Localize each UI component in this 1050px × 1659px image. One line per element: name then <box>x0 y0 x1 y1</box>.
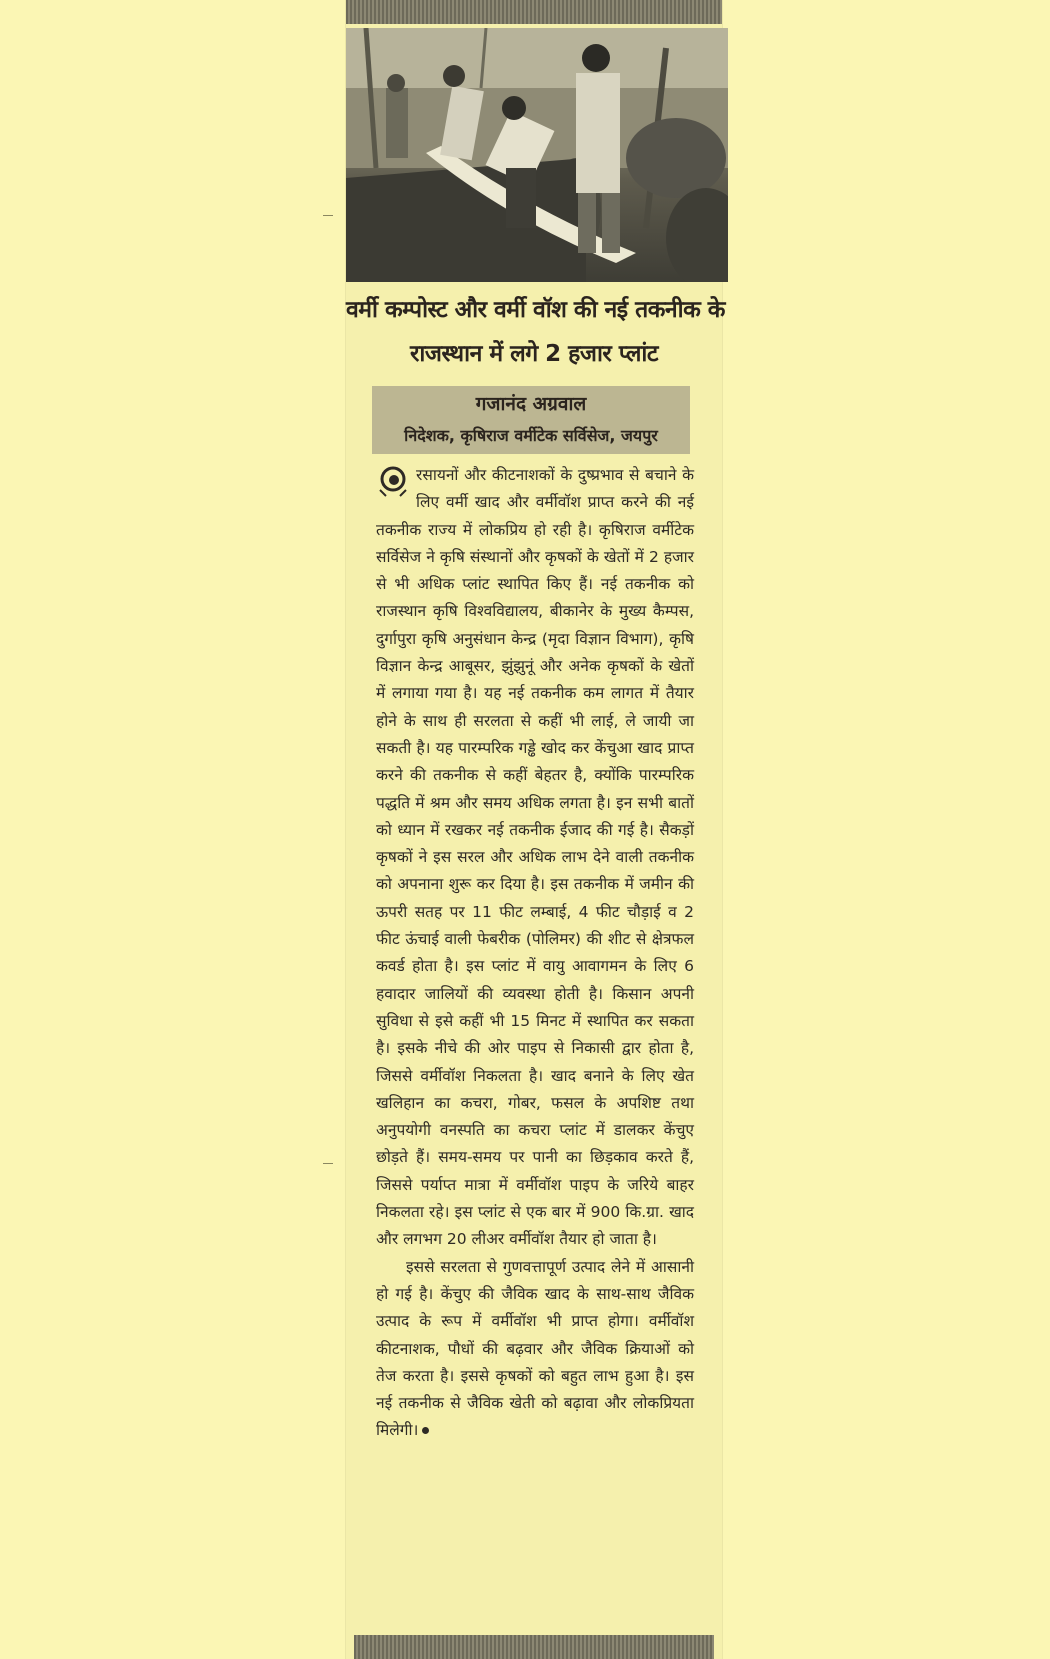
article-paragraph-1: रसायनों और कीटनाशकों के दुष्प्रभाव से बचाने के लिए वर्मी खाद और वर्मीवॉश प्राप्त करने की नई तकनीक राज्य में लोकप्रिय हो रही है। कृषिराज वर्मीटेक सर्विसेज ने कृषि संस्थानों और कृषकों के खेतों में 2 हजार से भी अधिक प्लांट स्थापित किए हैं। नई तकनीक को राजस्थान कृषि विश्वविद्यालय, बीकानेर के मुख्य कैम्पस, दुर्गापुरा कृषि अनुसंधान केन्द्र (मृदा विज्ञान विभाग), कृषि विज्ञान केन्द्र आबूसर, झुंझुनूं और अनेक कृषकों के खेतों में लगाया गया है। यह नई तकनीक कम लागत में तैयार होने के साथ ही सरलता से कहीं भी लाई, ले जायी जा सकती है। यह पारम्परिक गड्ढे खोद कर केंचुआ खाद प्राप्त करने की तकनीक से कहीं बेहतर है, क्योंकि पारम्परिक पद्धति में श्रम और समय अधिक लगता है। इन सभी बातों को ध्यान में रखकर नई तकनीक ईजाद की गई है। सैकड़ों कृषकों ने इस सरल और अधिक लाभ देने वाली तकनीक को अपनाना शुरू कर दिया है। इस तकनीक में जमीन की ऊपरी सतह पर 11 फीट लम्बाई, 4 फीट चौड़ाई व 2 फीट ऊंचाई वाली फेबरीक (पोलिमर) की शीट से क्षेत्रफल कवर्ड होता है। इस प्लांट में वायु आवागमन के लिए 6 हवादार जालियों की व्यवस्था होती है। किसान अपनी सुविधा से इसे कहीं भी 15 मिनट में स्थापित कर सकता है। इसके नीचे की ओर पाइप से निकासी द्वार होता है, जिससे वर्मीवॉश निकलता है। खाद बनाने के लिए खेत खलिहान का कचरा, गोबर, फसल के अपशिष्ट तथा अनुपयोगी वनस्पति का कचरा प्लांट में डालकर केंचुए छोड़ते हैं। समय-समय पर पानी का छिड़काव करते हैं, जिससे पर्याप्त मात्रा में वर्मीवॉश पाइप के जरिये बाहर निकलता रहे। इस प्लांट से एक बार में 900 कि.ग्रा. खाद और लगभग 20 लीअर वर्मीवॉश तैयार हो जाता है। <box>376 466 694 1249</box>
newspaper-clipping <box>346 0 725 1659</box>
bottom-print-band <box>354 1635 714 1659</box>
headline <box>346 292 725 368</box>
fold-mark-top <box>323 215 333 216</box>
byline-box <box>372 386 690 454</box>
field-workers-photo <box>346 28 728 282</box>
article-paragraph-2: इससे सरलता से गुणवत्तापूर्ण उत्पाद लेने में आसानी हो गई है। केंचुए की जैविक खाद के साथ-साथ जैविक उत्पाद के रूप में वर्मीवॉश भी प्राप्त होगा। वर्मीवॉश कीटनाशक, पौधों की बढ़वार और जैविक क्रियाओं को तेज करता है। इससे कृषकों को बहुत लाभ हुआ है। इस नई तकनीक से जैविक खेती को बढ़ावा और लोकप्रियता मिलेगी। <box>376 1257 694 1440</box>
article-paragraph-2-wrapper <box>376 1254 694 1445</box>
headline-line-1: वर्मी कम्पोस्ट और वर्मी वॉश की नई तकनीक के <box>346 297 725 323</box>
bullet-endmark-icon <box>422 1427 429 1434</box>
author-name: गजानंद अग्रवाल <box>475 393 587 415</box>
dropcap-ornament-icon <box>376 464 410 498</box>
top-print-band <box>346 0 722 24</box>
fold-mark-bottom <box>323 1163 333 1164</box>
author-title: निदेशक, कृषिराज वर्मीटेक सर्विसेज, जयपुर <box>404 426 658 445</box>
headline-line-2: राजस्थान में लगे 2 हजार प्लांट <box>410 341 658 367</box>
article-body <box>376 462 694 1445</box>
